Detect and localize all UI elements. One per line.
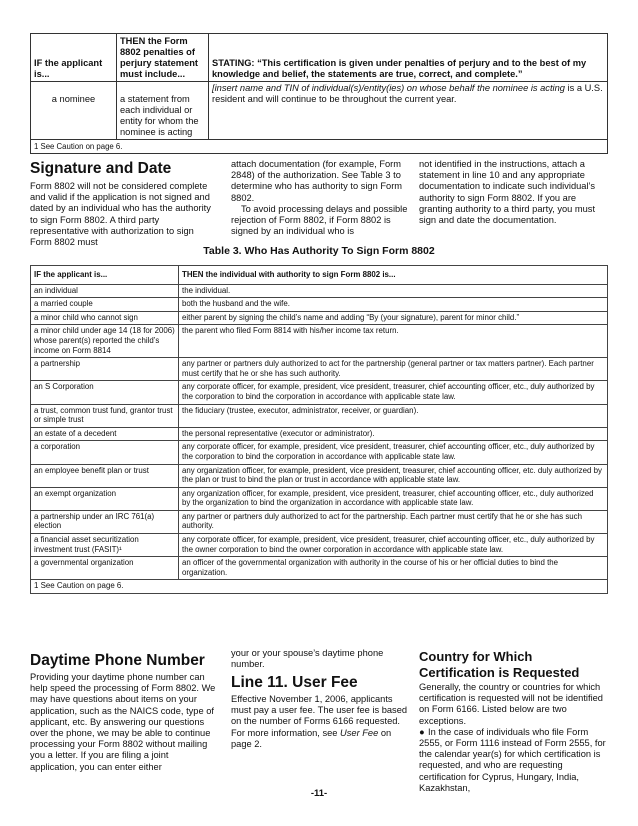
- authority-cell: the personal representative (executor or administrator).: [179, 427, 608, 441]
- nominee-perjury-table: [30, 33, 608, 154]
- applicant-cell: a minor child who cannot sign: [31, 311, 179, 325]
- applicant-cell: an individual: [31, 284, 179, 298]
- table-row: [31, 427, 608, 441]
- table-header-row: [31, 266, 608, 285]
- applicant-cell: a financial asset securitization investment trust (FASIT)¹: [31, 534, 179, 557]
- table-row: [31, 441, 608, 464]
- footnote-row: [31, 580, 608, 594]
- table-text: is a U.S. resident and will continue to be throughout the current year.: [212, 83, 603, 104]
- table-row: [31, 325, 608, 358]
- applicant-cell: an S Corporation: [31, 381, 179, 404]
- authority-cell: the parent who filed Form 8814 with his/her income tax return.: [179, 325, 608, 358]
- applicant-cell: a partnership under an IRC 761(a) election: [31, 510, 179, 533]
- authority-cell: either parent by signing the child’s name and adding “By (your signature), parent for minor child.”: [179, 311, 608, 325]
- signature-text-col1: Form 8802 will not be considered complete and valid if the application is not signed and dated by an individual who has the authority to sign Form 8802. A third party representative with authorization to sign Form 8802 must: [30, 181, 211, 248]
- authority-cell: any corporate officer, for example, president, vice president, treasurer, chief accounting officer, etc., duly authorized by the corporation to bind the corporation in accordance with applicable state law.: [179, 441, 608, 464]
- column-header: THEN the Form 8802 penalties of perjury statement must include...: [117, 34, 209, 82]
- column-header: THEN the individual with authority to sign Form 8802 is...: [179, 266, 608, 285]
- user-fee-text: [231, 694, 411, 750]
- signature-text-col3: not identified in the instructions, attach a statement in line 10 and any appropriate documentation to indicate such individual’s authority to sign Form 8802. If you are granting authority to a third party, you must sign and date the documentation.: [419, 159, 596, 226]
- table-row: [31, 557, 608, 580]
- paragraph: on page 2.: [231, 727, 392, 749]
- applicant-cell: an employee benefit plan or trust: [31, 464, 179, 487]
- table-row: [31, 298, 608, 312]
- section-heading-user-fee: Line 11. User Fee: [231, 674, 358, 691]
- table-row: [31, 464, 608, 487]
- authority-cell: the fiduciary (trustee, executor, administrator, receiver, or guardian).: [179, 404, 608, 427]
- italic-text: User Fee: [340, 727, 379, 738]
- table-row: [31, 284, 608, 298]
- column-header: IF the applicant is...: [31, 34, 117, 82]
- paragraph: Generally, the country or countries for which certification is requested will not be identified on Form 6166. Listed below are two exceptions.: [419, 682, 603, 726]
- table-header-row: [31, 34, 608, 82]
- applicant-cell: an exempt organization: [31, 487, 179, 510]
- table-footnote: 1 See Caution on page 6.: [31, 580, 608, 594]
- paragraph: attach documentation (for example, Form 2848) of the authorization. See Table 3 to determine who has authority to sign Form 8802.: [231, 159, 403, 203]
- applicant-cell: a governmental organization: [31, 557, 179, 580]
- authority-cell: an officer of the governmental organization with authority in the course of his or her official duties to bind the organization.: [179, 557, 608, 580]
- country-text: [419, 682, 609, 794]
- table-row: [31, 381, 608, 404]
- phone-text-col1: Providing your daytime phone number can help speed the processing of Form 8802. We may have questions about items on your application, such as the NAICS code, type of applicant, etc. By answering our questions over the phone, we may be able to continue processing your Form 8802 without mailing you a letter. If you are filing a joint application, you can enter either: [30, 672, 216, 772]
- signature-text-col2: [231, 159, 411, 237]
- section-heading-signature: Signature and Date: [30, 160, 172, 177]
- paragraph: Effective November 1, 2006, applicants must pay a user fee. The user fee is based on the number of Forms 6166 requested. For more information, see: [231, 694, 408, 738]
- authority-cell: any corporate officer, for example, president, vice president, treasurer, chief accounting officer, etc., duly authorized by the corporation to bind the corporation in accordance with applicable state law.: [179, 381, 608, 404]
- bullet-icon: ●: [419, 726, 425, 737]
- authority-table-body: [31, 284, 608, 593]
- table-caption: Table 3. Who Has Authority To Sign Form 8802: [203, 245, 435, 257]
- authority-table: [30, 265, 608, 594]
- page-number: -11-: [310, 788, 328, 799]
- table-row: [31, 82, 608, 140]
- table-row: [31, 487, 608, 510]
- authority-cell: any organization officer, for example, president, vice president, treasurer, chief accounting officer, etc. duly authorized by the plan or trust to bind the plan or trust in accordance with applicable state law.: [179, 464, 608, 487]
- authority-cell: both the husband and the wife.: [179, 298, 608, 312]
- table-cell: a statement from each individual or entity for whom the nominee is acting: [117, 82, 209, 140]
- table-row: [31, 311, 608, 325]
- paragraph: To avoid processing delays and possible rejection of Form 8802, if Form 8802 is signed by an individual who is: [231, 203, 408, 237]
- applicant-cell: a partnership: [31, 358, 179, 381]
- authority-cell: any organization officer, for example, president, vice president, treasurer, chief accounting officer, etc., duly authorized by the organization to bind the organization in accordance with applicable state law.: [179, 487, 608, 510]
- applicant-cell: a corporation: [31, 441, 179, 464]
- table-row: [31, 358, 608, 381]
- table-cell: [209, 82, 608, 140]
- authority-cell: any partner or partners duly authorized to act for the partnership (general partner or tax matters partner). Each partner must certify that he or she has such authority.: [179, 358, 608, 381]
- footnote-row: [31, 140, 608, 154]
- authority-cell: any corporate officer, for example, president, vice president, treasurer, chief accounting officer, etc., duly authorized by the owner corporation to bind the owner corporation in accordance with applicable state law.: [179, 534, 608, 557]
- paragraph: In the case of individuals who file Form 2555, or Form 1116 instead of Form 2555, for the calendar year(s) for which certification is requested, and who are requesting certification for Cyprus, Hungary, India, Kazakhstan,: [419, 726, 606, 793]
- column-header: IF the applicant is...: [31, 266, 179, 285]
- table-footnote: 1 See Caution on page 6.: [31, 140, 608, 154]
- table-row: [31, 534, 608, 557]
- italic-text: [insert name and TIN of individual(s)/entity(ies) on whose behalf the nominee is acting: [212, 83, 565, 93]
- authority-cell: the individual.: [179, 284, 608, 298]
- column-header: STATING: “This certification is given under penalties of perjury and to the best of my knowledge and belief, the statements are true, correct, and complete.”: [209, 34, 608, 82]
- table-row: [31, 510, 608, 533]
- authority-cell: any partner or partners duly authorized to act for the partnership. Each partner must certify that he or she has such authority.: [179, 510, 608, 533]
- table-row: [31, 404, 608, 427]
- applicant-cell: an estate of a decedent: [31, 427, 179, 441]
- applicant-cell: a married couple: [31, 298, 179, 312]
- applicant-cell: a trust, common trust fund, grantor trust or simple trust: [31, 404, 179, 427]
- applicant-cell: a minor child under age 14 (18 for 2006) whose parent(s) reported the child’s income on Form 8814: [31, 325, 179, 358]
- section-heading-phone: Daytime Phone Number: [30, 652, 205, 669]
- table-cell: a nominee: [31, 82, 117, 140]
- section-heading-country: Country for Which Certification is Requested: [419, 649, 580, 680]
- phone-text-col2: your or your spouse’s daytime phone number.: [231, 648, 384, 670]
